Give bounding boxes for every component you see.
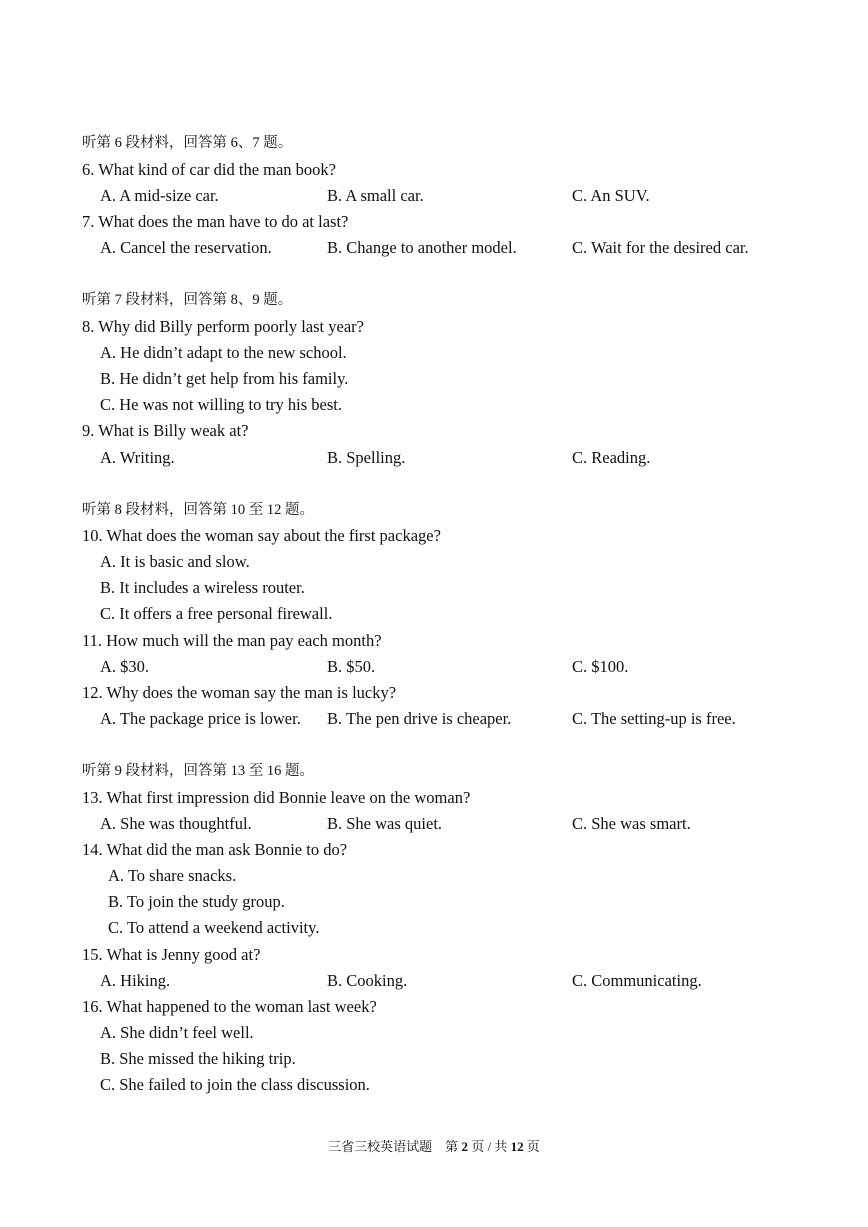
option-11a: A. $30.: [100, 657, 150, 676]
option-15c: C. Communicating.: [572, 971, 702, 990]
option-14b: B. To join the study group.: [108, 892, 285, 911]
option-8a: A. He didn’t adapt to the new school.: [100, 343, 347, 362]
option-16a: A. She didn’t feel well.: [100, 1023, 254, 1042]
option-6b: B. A small car.: [327, 186, 424, 205]
question-12: 12. Why does the woman say the man is lucky?: [82, 683, 397, 702]
section-heading: 听第 6 段材料，回答第 6、7 题。: [82, 135, 293, 151]
option-6a: A. A mid-size car.: [100, 186, 219, 205]
option-12c: C. The setting-up is free.: [572, 709, 736, 728]
question-14: 14. What did the man ask Bonnie to do?: [82, 840, 348, 859]
footer-total-pages: 12: [510, 1139, 524, 1154]
option-10a: A. It is basic and slow.: [100, 552, 250, 571]
question-6: 6. What kind of car did the man book?: [82, 160, 337, 179]
option-16b: B. She missed the hiking trip.: [100, 1049, 296, 1068]
question-13: 13. What first impression did Bonnie leave on the woman?: [82, 788, 471, 807]
option-16c: C. She failed to join the class discussion.: [100, 1075, 370, 1094]
page-footer: [0, 1138, 868, 1156]
option-12a: A. The package price is lower.: [100, 709, 301, 728]
option-11b: B. $50.: [327, 657, 376, 676]
option-13b: B. She was quiet.: [327, 814, 443, 833]
option-14c: C. To attend a weekend activity.: [108, 918, 320, 937]
option-8b: B. He didn’t get help from his family.: [100, 369, 349, 388]
section-heading: 听第 9 段材料，回答第 13 至 16 题。: [82, 763, 314, 779]
question-11: 11. How much will the man pay each month?: [82, 631, 382, 650]
option-9a: A. Writing.: [100, 448, 175, 467]
footer-suffix: 页: [526, 1139, 540, 1154]
option-13c: C. She was smart.: [572, 814, 691, 833]
option-10c: C. It offers a free personal firewall.: [100, 604, 333, 623]
option-14a: A. To share snacks.: [108, 866, 237, 885]
question-8: 8. Why did Billy perform poorly last year?: [82, 317, 364, 336]
footer-middle: 页 / 共: [471, 1139, 508, 1154]
option-8c: C. He was not willing to try his best.: [100, 395, 342, 414]
option-7a: A. Cancel the reservation.: [100, 238, 272, 257]
question-10: 10. What does the woman say about the first package?: [82, 526, 441, 545]
option-10b: B. It includes a wireless router.: [100, 578, 305, 597]
footer-page-number: 2: [461, 1139, 468, 1154]
option-9b: B. Spelling.: [327, 448, 406, 467]
section-heading: 听第 7 段材料，回答第 8、9 题。: [82, 292, 293, 308]
option-6c: C. An SUV.: [572, 186, 650, 205]
option-15b: B. Cooking.: [327, 971, 408, 990]
question-7: 7. What does the man have to do at last?: [82, 212, 349, 231]
footer-prefix: 三省三校英语试题 第: [328, 1139, 459, 1154]
question-16: 16. What happened to the woman last week?: [82, 997, 377, 1016]
option-13a: A. She was thoughtful.: [100, 814, 252, 833]
option-7c: C. Wait for the desired car.: [572, 238, 749, 257]
option-15a: A. Hiking.: [100, 971, 171, 990]
option-12b: B. The pen drive is cheaper.: [327, 709, 512, 728]
option-7b: B. Change to another model.: [327, 238, 517, 257]
option-9c: C. Reading.: [572, 448, 651, 467]
option-11c: C. $100.: [572, 657, 629, 676]
section-heading: 听第 8 段材料，回答第 10 至 12 题。: [82, 502, 314, 518]
question-9: 9. What is Billy weak at?: [82, 421, 249, 440]
question-15: 15. What is Jenny good at?: [82, 945, 261, 964]
